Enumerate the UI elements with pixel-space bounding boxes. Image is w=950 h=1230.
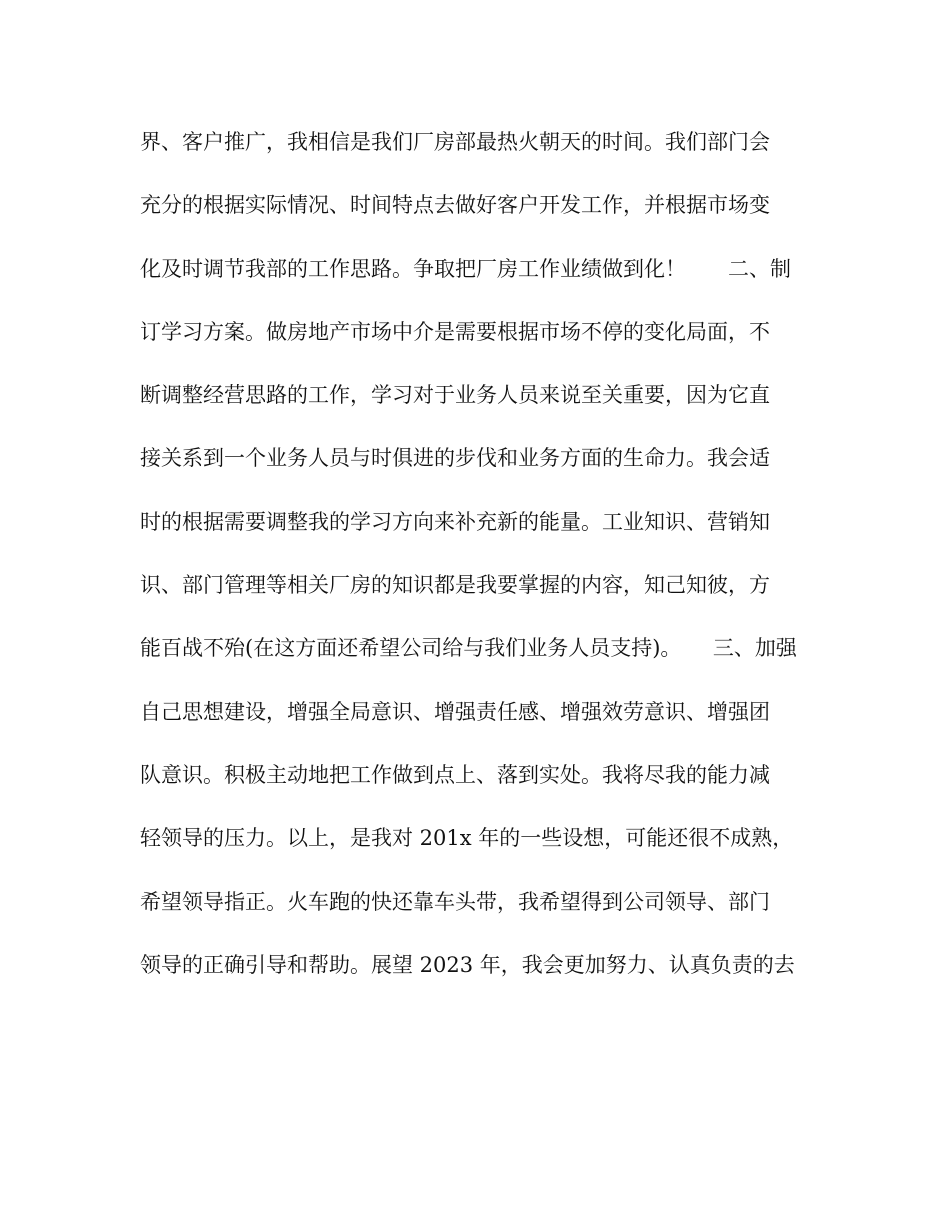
text-line: 希望领导指正。火车跑的快还靠车头带，我希望得到公司领导、部门 bbox=[140, 889, 770, 914]
text-line: 队意识。积极主动地把工作做到点上、落到实处。我将尽我的能力减 bbox=[140, 762, 770, 787]
text-line: 能百战不殆(在这方面还希望公司给与我们业务人员支持)。 三、加强 bbox=[140, 636, 797, 661]
text-line: 化及时调节我部的工作思路。争取把厂房工作业绩做到化！ 二、制 bbox=[140, 256, 791, 281]
text-line: 充分的根据实际情况、时间特点去做好客户开发工作，并根据市场变 bbox=[140, 193, 770, 218]
text-line: 轻领导的压力。以上，是我对 201x 年的一些设想，可能还很不成熟， bbox=[140, 826, 794, 851]
text-line: 接关系到一个业务人员与时俱进的步伐和业务方面的生命力。我会适 bbox=[140, 446, 770, 471]
text-line: 界、客户推广，我相信是我们厂房部最热火朝天的时间。我们部门会 bbox=[140, 130, 770, 154]
text-line: 时的根据需要调整我的学习方向来补充新的能量。工业知识、营销知 bbox=[140, 509, 770, 534]
text-line: 自己思想建设，增强全局意识、增强责任感、增强效劳意识、增强团 bbox=[140, 699, 770, 724]
text-line: 领导的正确引导和帮助。展望 2023 年，我会更加努力、认真负责的去 bbox=[140, 952, 795, 977]
text-line: 识、部门管理等相关厂房的知识都是我要掌握的内容，知己知彼，方 bbox=[140, 573, 770, 598]
text-line: 断调整经营思路的工作，学习对于业务人员来说至关重要，因为它直 bbox=[140, 383, 770, 408]
text-line: 订学习方案。做房地产市场中介是需要根据市场不停的变化局面，不 bbox=[140, 319, 770, 344]
body-text bbox=[140, 120, 830, 1006]
